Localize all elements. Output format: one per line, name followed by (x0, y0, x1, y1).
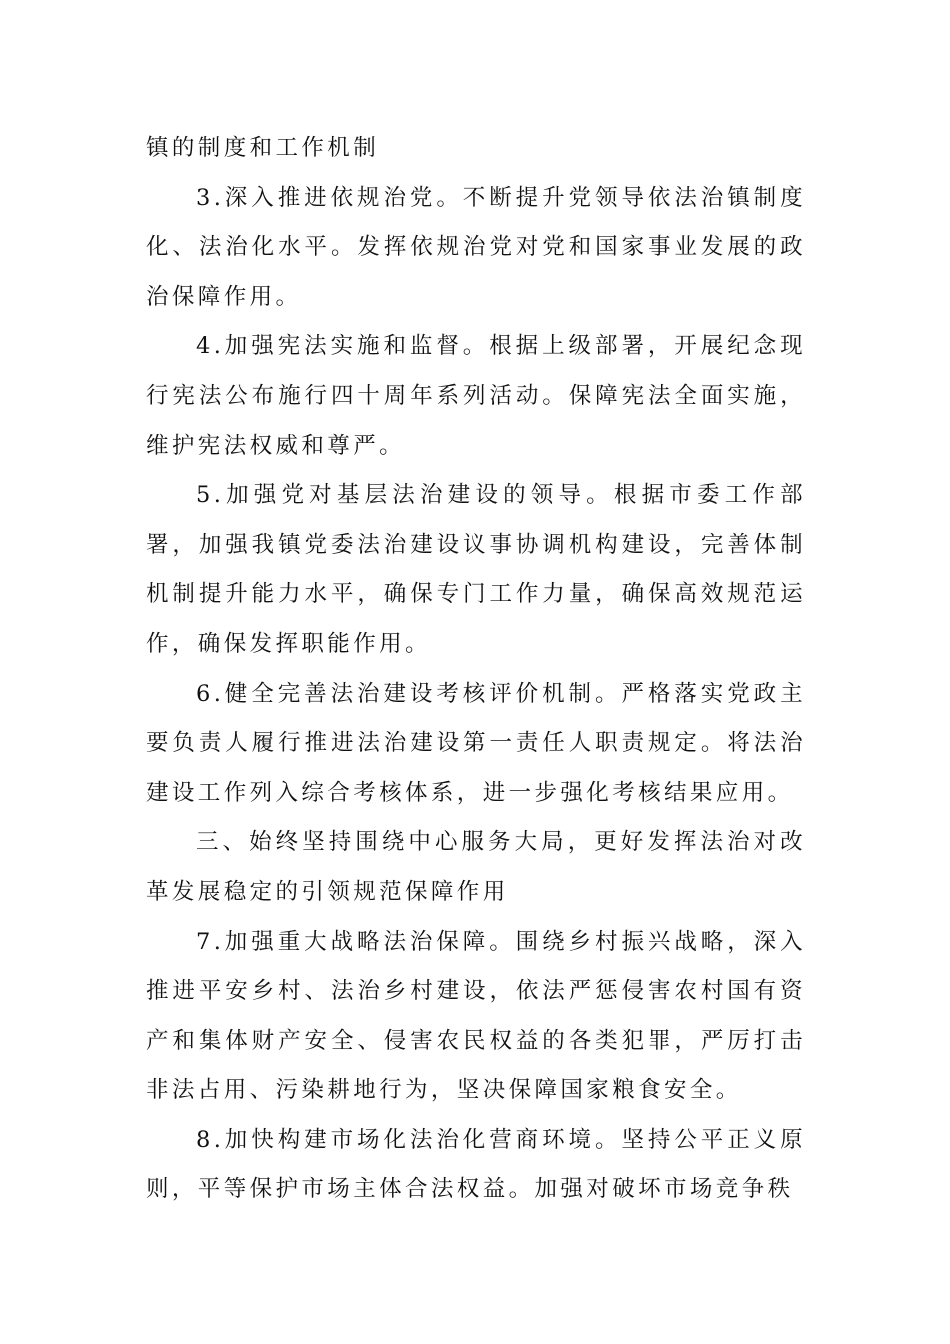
paragraph-continuation: 镇的制度和工作机制 (146, 135, 380, 161)
paragraph-item-7: 7.加强重大战略法治保障。围绕乡村振兴战略，深入推进平安乡村、法治乡村建设，依法严惩侵害农村国有资产和集体财产安全、侵害农民权益的各类犯罪，严厉打击非法占用、污染耕地行为，坚决保障国家粮食安全。 (146, 928, 806, 1104)
paragraph-item-8: 8.加快构建市场化法治化营商环境。坚持公平正义原则，平等保护市场主体合法权益。加强对破坏市场竞争秩 (146, 1126, 806, 1203)
paragraph-item-6: 6.健全完善法治建设考核评价机制。严格落实党政主要负责人履行推进法治建设第一责任人职责规定。将法治建设工作列入综合考核体系，进一步强化考核结果应用。 (146, 680, 806, 806)
paragraph-item-4: 4.加强宪法实施和监督。根据上级部署，开展纪念现行宪法公布施行四十周年系列活动。保障宪法全面实施，维护宪法权威和尊严。 (146, 333, 806, 459)
paragraph-item-3: 3.深入推进依规治党。不断提升党领导依法治镇制度化、法治化水平。发挥依规治党对党和国家事业发展的政治保障作用。 (146, 184, 806, 310)
document-body (146, 124, 806, 1215)
paragraph-item-5: 5.加强党对基层法治建设的领导。根据市委工作部署，加强我镇党委法治建设议事协调机构建设，完善体制机制提升能力水平，确保专门工作力量，确保高效规范运作，确保发挥职能作用。 (146, 482, 806, 657)
section-heading-3: 三、始终坚持围绕中心服务大局，更好发挥法治对改革发展稳定的引领规范保障作用 (146, 829, 806, 905)
